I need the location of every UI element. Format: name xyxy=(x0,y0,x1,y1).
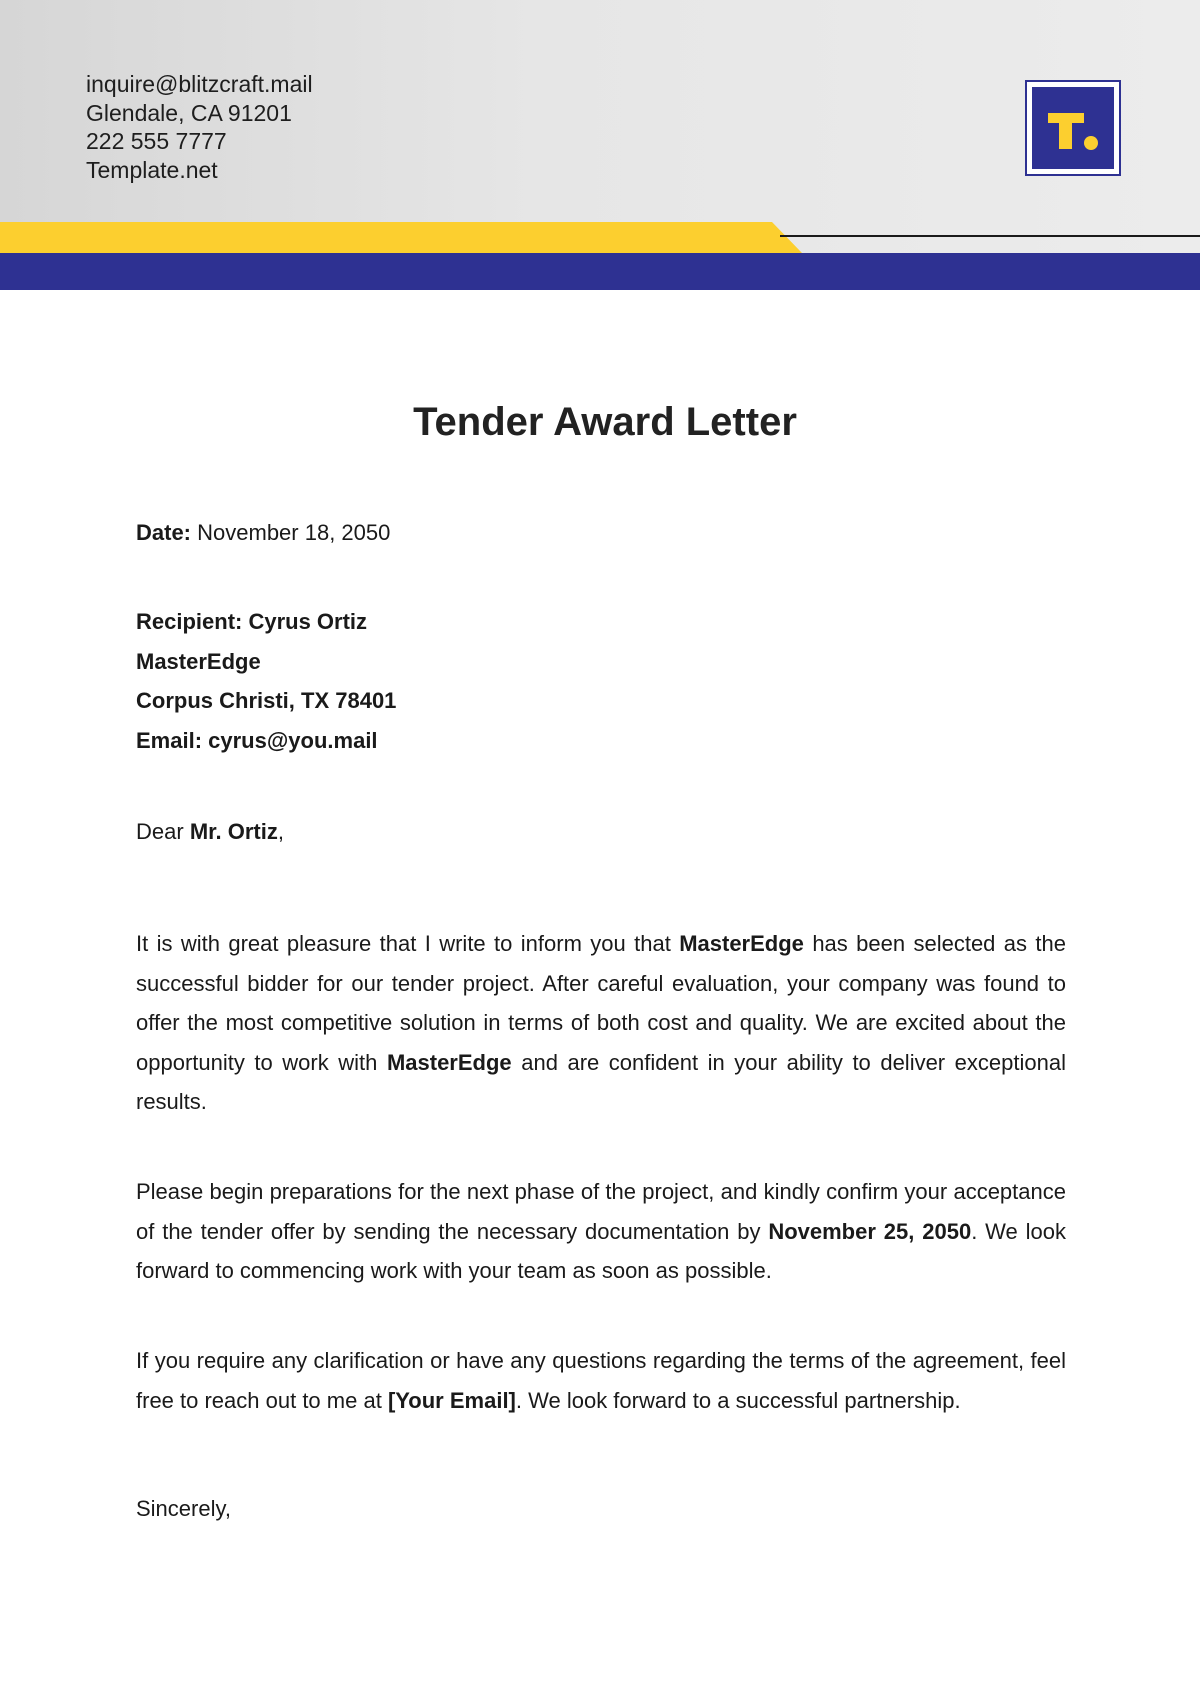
recipient-name: Recipient: Cyrus Ortiz xyxy=(136,609,368,634)
paragraph-text: Please begin preparations for the next phase of the project, and kindly confirm your acceptance of the tender offer by sending the necessary documentation by xyxy=(136,1179,1066,1244)
company-name: MasterEdge xyxy=(679,931,804,956)
letterhead xyxy=(0,0,1200,290)
date-label: Date: xyxy=(136,520,192,545)
recipient-block xyxy=(136,602,1066,760)
contact-phone: 222 555 7777 xyxy=(86,128,227,154)
body-paragraph-3 xyxy=(136,1341,1066,1420)
contact-address: Glendale, CA 91201 xyxy=(86,99,292,126)
letter-title: Tender Award Letter xyxy=(413,400,797,444)
closing-line: Sincerely, xyxy=(136,1496,231,1521)
salutation-prefix: Dear xyxy=(136,819,184,844)
header-bands xyxy=(0,218,1200,290)
company-name: MasterEdge xyxy=(386,1049,512,1075)
salutation xyxy=(136,812,1066,852)
body-paragraph-1 xyxy=(136,924,1066,1122)
paragraph-text: It is with great pleasure that I write to inform you that xyxy=(136,931,671,956)
recipient-address: Corpus Christi, TX 78401 xyxy=(136,688,397,713)
logo-letter-icon xyxy=(1032,87,1114,169)
blue-band xyxy=(0,253,1200,290)
paragraph-text: has been selected as the successful bidder for our tender project. After careful evaluation, your company was found to offer the most competitive solution in terms of both cost and quality. We are excited about the opportunity to work with xyxy=(136,931,1066,1075)
company-logo xyxy=(1025,80,1121,176)
date-line xyxy=(136,513,1066,553)
paragraph-text: . We look forward to a successful partnership. xyxy=(515,1387,961,1413)
contact-block xyxy=(86,70,313,184)
date-value: November 18, 2050 xyxy=(197,520,391,545)
paragraph-text: If you require any clarification or have any questions regarding the terms of the agreement, feel free to reach out to me at xyxy=(136,1348,1066,1413)
recipient-company: MasterEdge xyxy=(136,648,261,674)
paragraph-text: . We look forward to commencing work with your team as soon as possible. xyxy=(136,1218,1066,1283)
logo-background xyxy=(1032,87,1114,169)
sender-email-placeholder: [Your Email] xyxy=(387,1387,516,1413)
salutation-suffix: , xyxy=(277,819,284,844)
recipient-email: Email: cyrus@you.mail xyxy=(136,727,378,753)
contact-website: Template.net xyxy=(86,156,218,183)
salutation-name: Mr. Ortiz xyxy=(189,819,278,844)
body-paragraph-2 xyxy=(136,1172,1066,1291)
paragraph-text: and are confident in your ability to deliver exceptional results. xyxy=(136,1049,1066,1114)
yellow-band xyxy=(0,222,802,253)
deadline-date: November 25, 2050 xyxy=(768,1218,972,1244)
contact-email: inquire@blitzcraft.mail xyxy=(86,71,313,97)
